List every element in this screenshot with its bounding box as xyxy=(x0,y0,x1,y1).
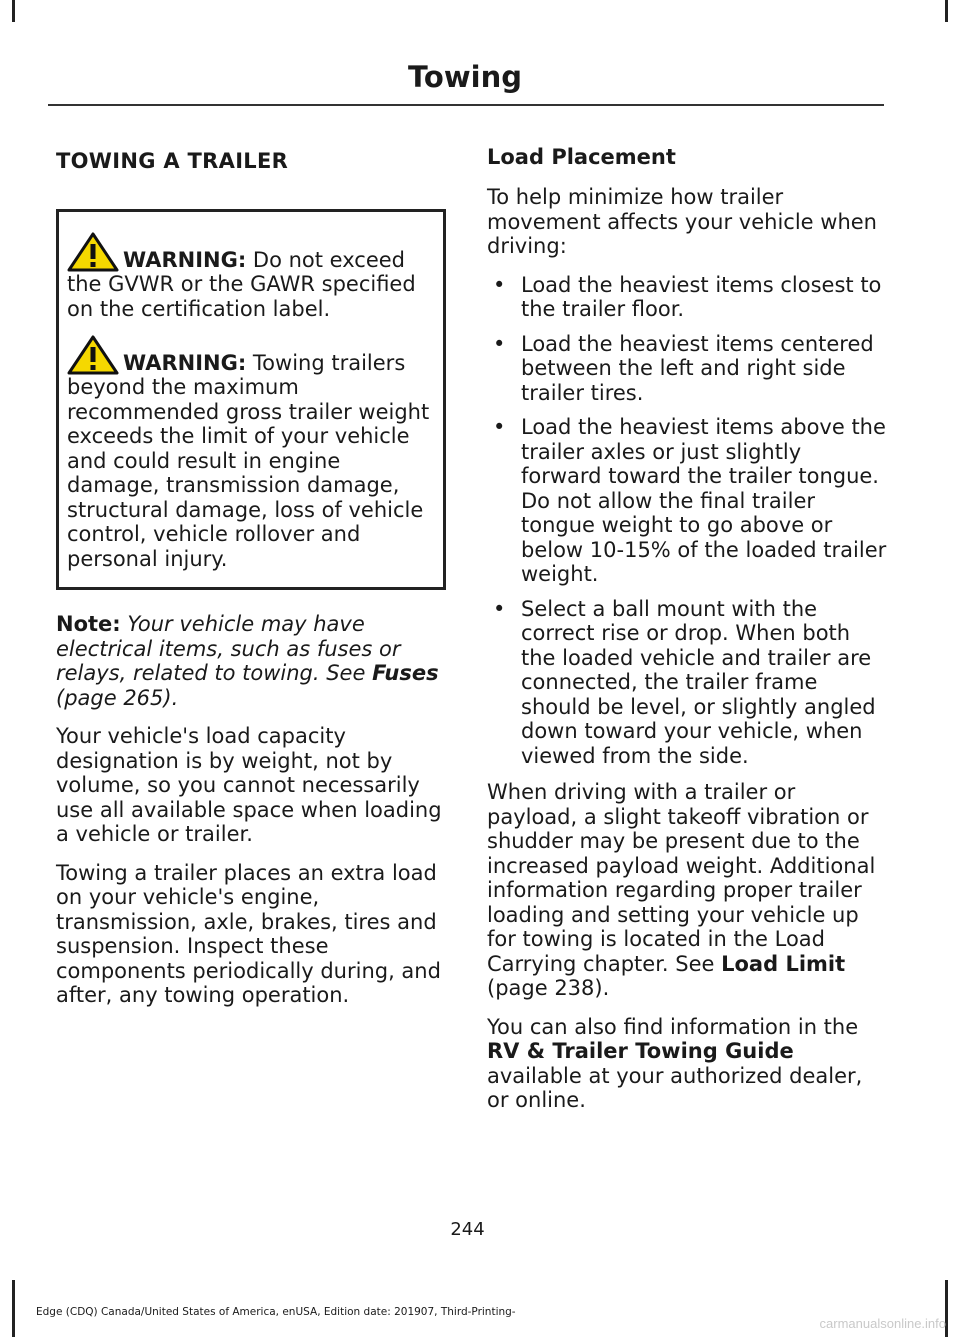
page-number: 244 xyxy=(450,1219,485,1240)
load-limit-link[interactable]: Load Limit xyxy=(721,951,846,976)
crop-mark xyxy=(12,1280,15,1337)
bullet-glyph: • xyxy=(493,272,506,297)
edition-line: Edge (CDQ) Canada/United States of America, enUSA, Edition date: 201907, Third-Printing- xyxy=(36,1306,516,1318)
crop-mark xyxy=(945,0,948,22)
right-column xyxy=(487,145,887,1127)
note xyxy=(56,612,446,710)
intro-paragraph: To help minimize how trailer movement affects your vehicle when driving: xyxy=(487,185,877,258)
warning-1 xyxy=(67,232,435,321)
page-header-title: Towing xyxy=(408,60,522,94)
warning-label: WARNING: xyxy=(123,350,247,375)
paragraph: You can also find information in the RV & Trailer Towing Guide available at your authorized dealer, or online. xyxy=(487,1014,863,1112)
header-divider xyxy=(48,104,884,106)
paragraph: When driving with a trailer or payload, a slight takeoff vibration or shudder may be present due to the increased payload weight. Additional information regarding proper trailer loading and setting your vehicle up for towing is located in the Load Carrying chapter. See Load Limit (page 238). xyxy=(487,780,876,1000)
list-item: • Load the heaviest items above the trailer axles or just slightly forward toward the trailer tongue. Do not allow the final trailer tongue weight to go above or below 10-15% of the loaded trailer weight. xyxy=(493,415,887,586)
paragraph: Your vehicle's load capacity designation is by weight, not by volume, so you cannot necessarily use all available space when loading a vehicle or trailer. xyxy=(56,724,442,846)
rv-trailer-guide-link[interactable]: RV & Trailer Towing Guide xyxy=(487,1039,794,1063)
warning-label: WARNING: xyxy=(123,247,247,272)
warning-2 xyxy=(67,335,435,571)
left-column xyxy=(56,145,446,1022)
note-page-ref: (page 265). xyxy=(56,685,179,710)
note-label: Note: xyxy=(56,612,121,636)
list-item: • Load the heaviest items closest to the trailer floor. xyxy=(493,272,882,321)
warning-triangle-icon xyxy=(67,232,119,272)
note-text: Your vehicle may have electrical items, such as fuses or relays, related to towing. See xyxy=(56,612,401,685)
subsection-title: Load Placement xyxy=(487,145,676,169)
warning-text: the GVWR or the GAWR specified on the certification label. xyxy=(67,272,416,321)
crop-mark xyxy=(12,0,15,22)
list-item: • Select a ball mount with the correct rise or drop. When both the loaded vehicle and trailer are connected, the trailer frame should be level, or slightly angled down toward your vehicle, when viewed from the side. xyxy=(493,596,876,768)
warning-triangle-icon xyxy=(67,335,119,375)
bullet-glyph: • xyxy=(493,596,506,621)
warning-text: beyond the maximum recommended gross trailer weight exceeds the limit of your vehicle and could result in engine damage, transmission damage, structural damage, loss of vehicle control, vehicle rollover and personal injury. xyxy=(67,375,430,571)
watermark: carmanualsonline.info xyxy=(819,1316,946,1331)
bullet-list xyxy=(487,273,887,769)
warning-text: Do not exceed xyxy=(246,247,406,272)
section-title: TOWING A TRAILER xyxy=(56,149,289,173)
list-item: • Load the heaviest items centered between the left and right side trailer tires. xyxy=(493,331,874,405)
fuses-link[interactable]: Fuses xyxy=(372,661,439,685)
warning-box xyxy=(56,209,446,590)
bullet-glyph: • xyxy=(493,331,506,356)
bullet-glyph: • xyxy=(493,415,506,439)
warning-text: Towing trailers xyxy=(246,350,406,375)
paragraph: Towing a trailer places an extra load on your vehicle's engine, transmission, axle, brakes, tires and suspension. Inspect these components periodically during, and after, any towing operation. xyxy=(56,860,441,1007)
